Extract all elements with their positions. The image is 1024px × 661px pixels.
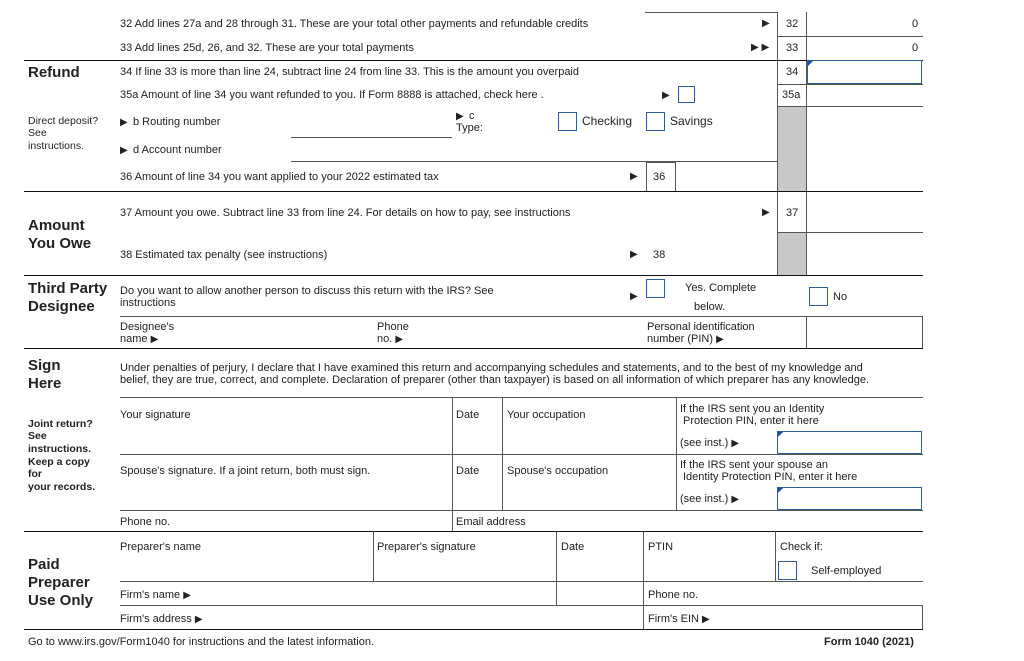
phone-label[interactable]: Phone no. (120, 516, 171, 528)
spouse-ip-pin-label-1: If the IRS sent your spouse an (680, 459, 828, 471)
ip-pin-label-1: If the IRS sent you an Identity (680, 403, 825, 415)
firm-address-text: Firm's address (120, 613, 192, 625)
preparer-phone-label[interactable]: Phone no. (648, 589, 699, 601)
rule (646, 162, 676, 163)
rule (120, 581, 923, 582)
spouse-date-label[interactable]: Date (456, 465, 480, 477)
designee-phone-label-2 (377, 333, 403, 346)
rule (24, 275, 923, 276)
joint-return-4: Keep a copy (28, 456, 90, 468)
self-employed-checkbox[interactable] (778, 561, 797, 580)
shaded-cell-amount-owe (778, 232, 806, 275)
rule (24, 60, 923, 61)
arrow-icon: ▶ (183, 590, 191, 601)
arrow-icon: ▶ (456, 111, 464, 122)
joint-return-6: your records. (28, 481, 96, 493)
shaded-cell-direct-deposit (778, 106, 806, 191)
arrow-icon: ▶ (716, 334, 724, 345)
designee-phone-text: no. (377, 333, 393, 345)
line-num-col-right (806, 12, 807, 275)
rule (777, 106, 923, 107)
section-preparer-3: Use Only (28, 592, 94, 609)
arrow-icon: ▶ (662, 90, 670, 101)
perjury-statement-1: Under penalties of perjury, I declare that I have examined this return and accompanying schedules and statements, and to the best of my knowledge and (120, 362, 863, 374)
line-36-num: 36 (653, 171, 666, 183)
rule (646, 162, 647, 191)
arrow-icon: ▶ (120, 145, 128, 156)
rule (120, 397, 923, 398)
account-number-label: d Account number (133, 144, 222, 156)
rule (777, 84, 923, 85)
designee-name-label: Designee's (120, 321, 175, 333)
self-employed-label: Self-employed (811, 565, 882, 577)
line-35a-text: 35a Amount of line 34 you want refunded to you. If Form 8888 is attached, check here . (120, 89, 544, 101)
line-36-text: 36 Amount of line 34 you want applied to your 2022 estimated tax (120, 171, 439, 183)
account-number-field[interactable] (291, 161, 777, 162)
line-32-num: 32 (786, 18, 799, 30)
designee-pin-label-2 (647, 333, 724, 346)
rule (452, 510, 453, 531)
designee-phone-label: Phone (377, 321, 409, 333)
line-38-text: 38 Estimated tax penalty (see instructions) (120, 249, 328, 261)
rule (120, 454, 923, 455)
firm-ein-text: Firm's EIN (648, 613, 699, 625)
arrow-icon: ▶ (731, 438, 740, 449)
rule (556, 531, 557, 605)
footer-instructions-link[interactable]: Go to www.irs.gov/Form1040 for instructions and the latest information. (28, 636, 375, 648)
spouse-signature-label[interactable]: Spouse's signature. If a joint return, both must sign. (120, 465, 371, 477)
routing-number-field[interactable] (291, 137, 452, 138)
rule (922, 605, 923, 629)
line-32-value[interactable]: 0 (912, 18, 919, 30)
perjury-statement-2: belief, they are true, correct, and complete. Declaration of preparer (other than taxpayer) is based on all information of which preparer has any knowledge. (120, 374, 870, 386)
section-amount-owe-1: Amount (28, 217, 85, 234)
arrow-icon: ▶ (395, 334, 404, 345)
date-label[interactable]: Date (456, 409, 480, 421)
firm-ein-label[interactable] (648, 613, 710, 626)
checking-checkbox[interactable] (558, 112, 577, 131)
line-35a-num: 35a (782, 89, 801, 101)
type-c-label: c (469, 110, 475, 122)
arrow-icon: ▶ (150, 334, 159, 345)
spouse-ip-pin-field[interactable] (777, 487, 922, 510)
arrow-icon: ▶ (731, 494, 740, 505)
joint-return-3: instructions. (28, 443, 92, 455)
preparer-name-label[interactable]: Preparer's name (120, 541, 201, 553)
rule (120, 605, 923, 606)
form-8888-checkbox[interactable] (678, 86, 695, 103)
section-preparer-1: Paid (28, 556, 60, 573)
preparer-signature-label[interactable]: Preparer's signature (377, 541, 476, 553)
rule (777, 232, 923, 233)
arrow-icon: ▶ (630, 249, 638, 260)
designee-pin-label: Personal identification (647, 321, 755, 333)
rule (777, 36, 923, 37)
line-34-field[interactable] (807, 60, 922, 84)
ip-pin-label-2: Protection PIN, enter it here (683, 415, 819, 427)
section-refund: Refund (28, 64, 80, 81)
joint-return-5: for (28, 468, 42, 480)
your-signature-label[interactable]: Your signature (120, 409, 191, 421)
section-third-party-2: Designee (28, 298, 95, 315)
spouse-ip-pin-label-3 (680, 493, 739, 506)
line-32-text: 32 Add lines 27a and 28 through 31. These are your total other payments and refundable credits (120, 18, 589, 30)
arrow-icon: ▶ (762, 18, 770, 29)
spouse-ip-pin-label-2: Identity Protection PIN, enter it here (683, 471, 858, 483)
savings-label: Savings (670, 114, 713, 128)
section-amount-owe-2: You Owe (28, 235, 92, 252)
section-preparer-2: Preparer (28, 574, 90, 591)
direct-deposit-see: See (28, 127, 47, 139)
section-sign-2: Here (28, 375, 62, 392)
designee-no-checkbox[interactable] (809, 287, 828, 306)
designee-no-label: No (833, 291, 848, 303)
designee-name-label-2 (120, 333, 158, 346)
rule (806, 316, 807, 348)
rule (120, 316, 923, 317)
designee-yes-label: Yes. Complete (685, 282, 757, 294)
ptin-label[interactable]: PTIN (648, 541, 674, 553)
designee-yes-below: below. (694, 301, 726, 313)
direct-deposit-label: Direct deposit? (28, 115, 99, 127)
rule (373, 531, 374, 581)
line-34-num: 34 (786, 66, 799, 78)
arrow-icon: ▶ (630, 291, 638, 302)
checking-label: Checking (582, 114, 633, 128)
section-sign-1: Sign (28, 357, 61, 374)
rule (120, 510, 923, 511)
rule (922, 316, 923, 348)
direct-deposit-instructions: instructions. (28, 140, 85, 152)
ip-pin-label-3 (680, 437, 739, 450)
rule (24, 191, 923, 192)
arrow-icon: ▶ (702, 614, 710, 625)
ip-pin-see-inst: (see inst.) (680, 437, 729, 449)
email-label[interactable]: Email address (456, 516, 526, 528)
line-37-num: 37 (786, 207, 799, 219)
firm-address-label[interactable] (120, 613, 203, 626)
line-38-num: 38 (653, 249, 666, 261)
savings-checkbox[interactable] (646, 112, 665, 131)
arrow-icon: ▶ (194, 614, 203, 625)
line-33-num: 33 (786, 42, 799, 54)
ip-pin-field[interactable] (777, 431, 922, 454)
firm-name-label[interactable] (120, 589, 191, 602)
spouse-occupation-label[interactable]: Spouse's occupation (507, 465, 609, 477)
rule (24, 629, 923, 630)
firm-name-text: Firm's name (120, 589, 181, 601)
section-third-party-1: Third Party (28, 280, 108, 297)
designee-name-text: name (120, 333, 148, 345)
arrow-icon: ▶ (630, 171, 638, 182)
line-37-text: 37 Amount you owe. Subtract line 33 from line 24. For details on how to pay, see instructions (120, 207, 571, 219)
arrow-icon: ▶ ▶ (751, 42, 770, 53)
arrow-icon: ▶ (762, 207, 770, 218)
line-33-value[interactable]: 0 (912, 42, 919, 54)
your-occupation-label[interactable]: Your occupation (507, 409, 586, 421)
designee-pin-text: number (PIN) (647, 333, 714, 345)
preparer-date-label[interactable]: Date (561, 541, 585, 553)
rule (24, 531, 923, 532)
spouse-ip-pin-see-inst: (see inst.) (680, 493, 729, 505)
designee-question: Do you want to allow another person to discuss this return with the IRS? See (120, 285, 494, 297)
designee-question-2: instructions (120, 297, 176, 309)
rule (675, 162, 676, 191)
rule (643, 531, 644, 629)
type-label: Type: (456, 122, 483, 134)
rule (775, 531, 776, 581)
joint-return-1: Joint return? (28, 418, 93, 430)
rule (645, 12, 777, 13)
check-if-label: Check if: (780, 541, 823, 553)
line-33-text: 33 Add lines 25d, 26, and 32. These are your total payments (120, 42, 414, 54)
line-34-text: 34 If line 33 is more than line 24, subtract line 24 from line 33. This is the amount you overpaid (120, 66, 579, 78)
arrow-icon: ▶ (120, 117, 128, 128)
designee-yes-checkbox[interactable] (646, 279, 665, 298)
joint-return-2: See (28, 430, 47, 442)
rule (24, 348, 923, 349)
footer-form-id: Form 1040 (2021) (824, 636, 914, 648)
routing-number-label: b Routing number (133, 116, 221, 128)
